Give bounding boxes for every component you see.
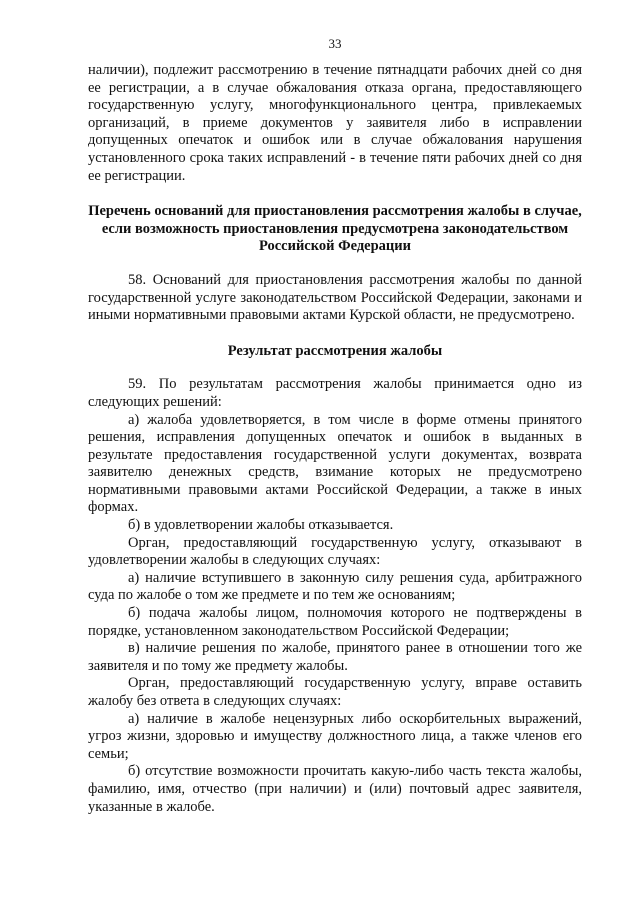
paragraph-58: 58. Оснований для приостановления рассмотрения жалобы по данной государственной услуге законодательством Российской Федерации, законами и иными нормативными правовыми актами Курской области, не предусмотрено. [88, 271, 582, 324]
section-heading-suspension: Перечень оснований для приостановления рассмотрения жалобы в случае, если возможность приостановления предусмотрена законодательством Российской Федерации [88, 203, 582, 255]
paragraph-59: 59. По результатам рассмотрения жалобы принимается одно из следующих решений: [88, 376, 582, 410]
paragraph-refusal-intro: Орган, предоставляющий государственную услугу, отказывают в удовлетворении жалобы в следующих случаях: [88, 534, 582, 569]
paragraph-refusal-a: а) наличие вступившего в законную силу решения суда, арбитражного суда по жалобе о том же предмете и по тем же основаниям; [88, 569, 582, 604]
section-heading-result: Результат рассмотрения жалобы [227, 342, 443, 359]
paragraph-refusal-b: б) подача жалобы лицом, полномочия которого не подтверждены в порядке, установленном законодательством Российской Федерации; [88, 605, 582, 639]
paragraph-no-answer-b: б) отсутствие возможности прочитать какую-либо часть текста жалобы, фамилию, имя, отчество (при наличии) и (или) почтовый адрес заявителя, указанные в жалобе. [88, 763, 582, 815]
paragraph-no-answer-a: а) наличие в жалобе нецензурных либо оскорбительных выражений, угроз жизни, здоровью и имуществу должностного лица, а также членов его семьи; [88, 710, 582, 762]
page-number: 33 [328, 36, 342, 51]
paragraph-59-a: а) жалоба удовлетворяется, в том числе в форме отмены принятого решения, исправления допущенных опечаток и ошибок в выданных в результате предоставления государственной услуги документах, возврата заявителю денежных средств, взимание которых не предусмотрено нормативными правовыми актами Российской Федерации, а также в иных формах. [88, 411, 582, 516]
paragraph-no-answer-intro: Орган, предоставляющий государственную услугу, вправе оставить жалобу без ответа в следующих случаях: [88, 675, 582, 709]
paragraph-59-b: б) в удовлетворении жалобы отказывается. [128, 517, 394, 534]
paragraph-continued: наличии), подлежит рассмотрению в течение пятнадцати рабочих дней со дня ее регистрации, а в случае обжалования отказа органа, предоставляющего государственную услугу, многофункционального центра, привлекаемых организаций, в приеме документов у заявителя либо в исправлении допущенных опечаток и ошибок или в случае обжалования нарушения установленного срока таких исправлений - в течение пяти рабочих дней со дня ее регистрации. [88, 62, 582, 184]
paragraph-refusal-c: в) наличие решения по жалобе, принятого ранее в отношении того же заявителя и по тому же предмету жалобы. [88, 640, 582, 674]
